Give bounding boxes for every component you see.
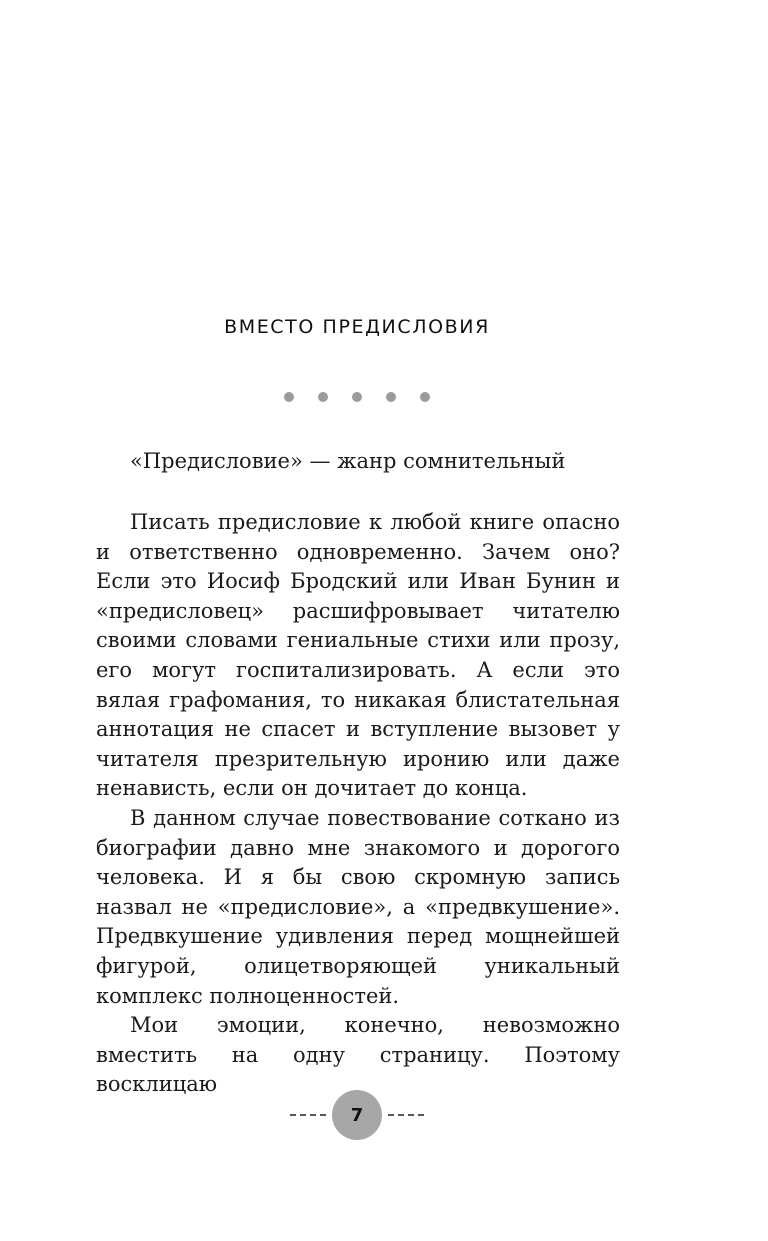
ornament-dot-icon <box>420 392 430 402</box>
chapter-title: ВМЕСТО ПРЕДИСЛОВИЯ <box>224 316 490 338</box>
paragraph: Мои эмоции, конечно, невозможно вместить на одну страницу. Поэтому восклицаю <box>96 1013 620 1097</box>
epigraph: «Предисловие» — жанр сомнительный <box>130 449 566 473</box>
ornament-divider <box>284 392 434 404</box>
paragraph: В данном случае повествование соткано из биографии давно мне знакомого и дорогого человека. И я бы свою скромную запись назвал не «предисловие», а «предвкушение». Предвкушение удивления перед мощнейшей фигурой, олицетворяющей уникальный комплекс полноценностей. <box>96 805 620 1008</box>
ornament-dot-icon <box>386 392 396 402</box>
ornament-dot-icon <box>352 392 362 402</box>
ornament-dot-icon <box>318 392 328 402</box>
page-number: 7 <box>332 1090 382 1140</box>
paragraph: Писать предисловие к любой книге опасно и ответственно одновременно. Зачем оно? Если это Иосиф Бродский или Иван Бунин и «предисловец» расшифровывает читателю своими словами гениальные стихи или прозу, его могут госпитализировать. А если это вялая графомания, то никакая блистательная аннотация не спасет и вступление вызовет у читателя презрительную иронию или даже ненависть, если он дочитает до конца. <box>96 510 620 801</box>
footer-dash-right <box>388 1114 424 1116</box>
ornament-dot-icon <box>284 392 294 402</box>
page-footer <box>0 1090 714 1140</box>
footer-dash-left <box>290 1114 326 1116</box>
body-text <box>96 508 620 1100</box>
